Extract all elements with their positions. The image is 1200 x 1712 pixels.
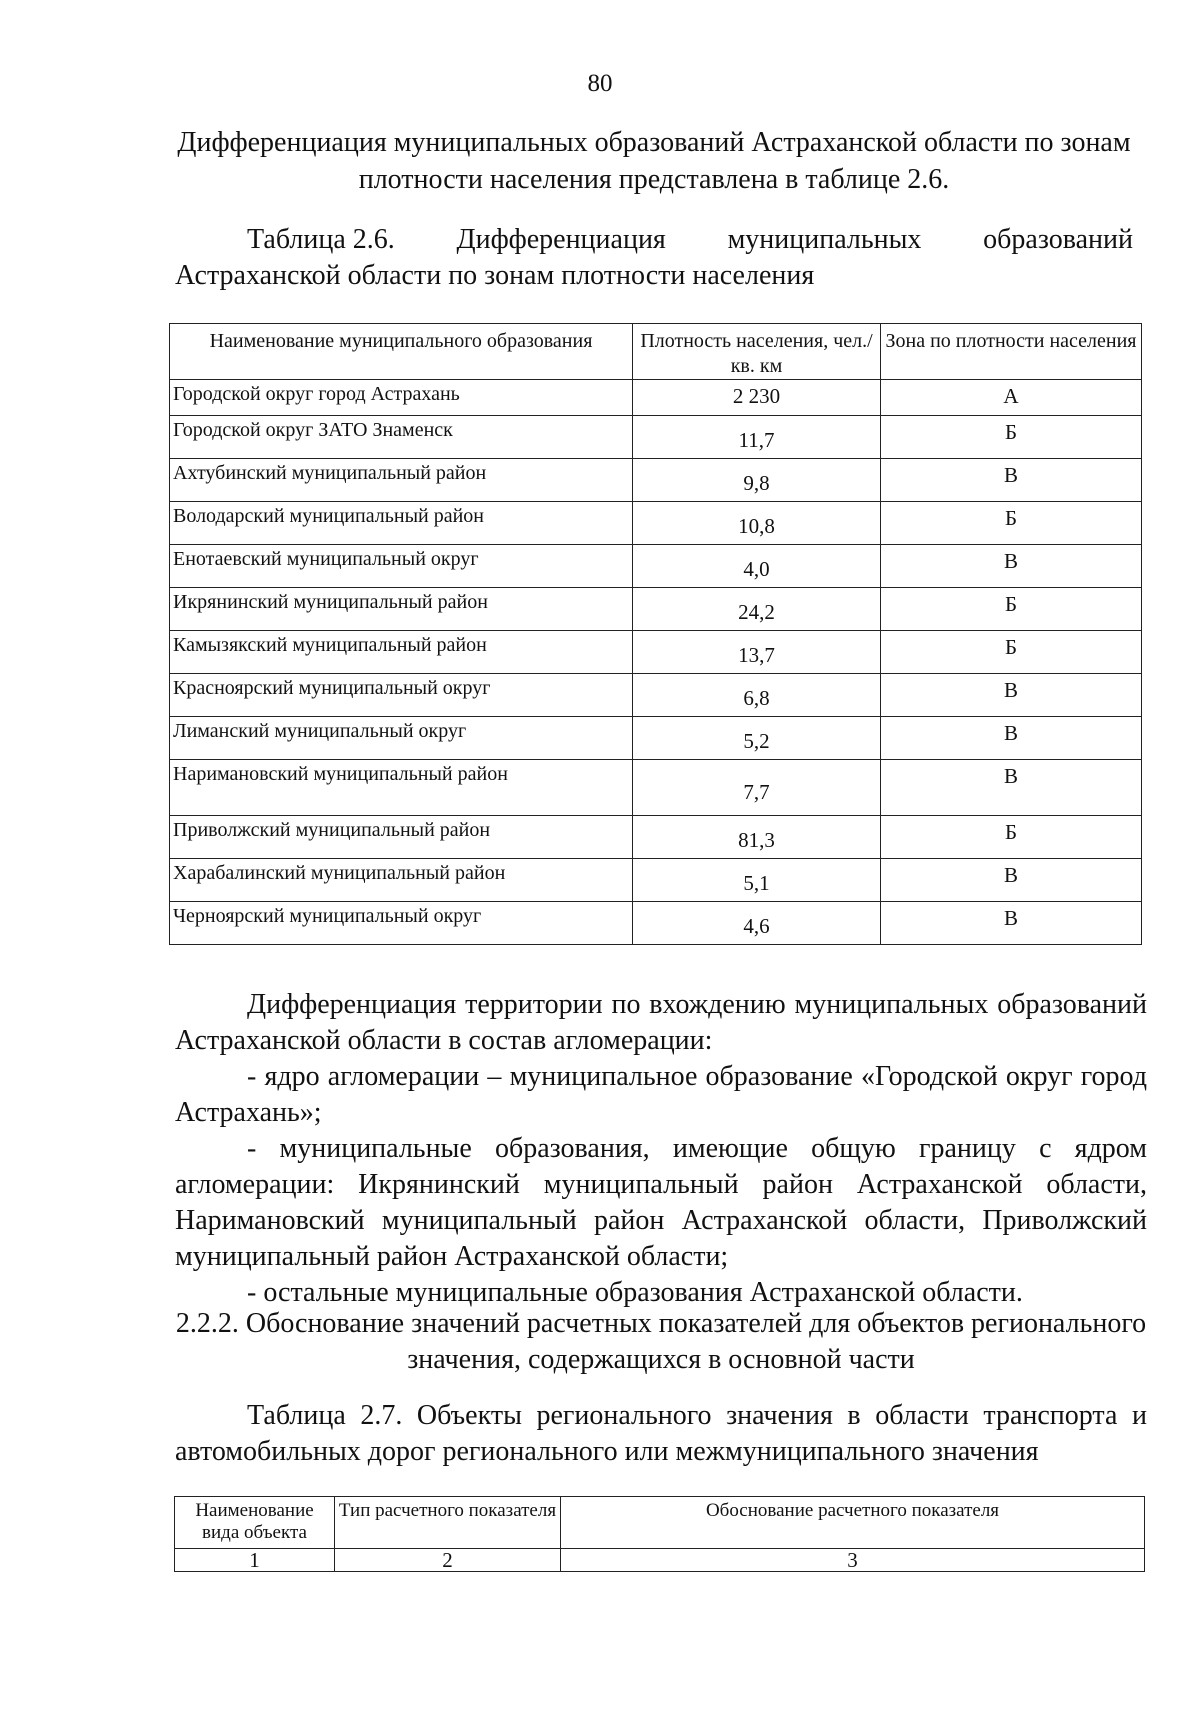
municipality-name: Черноярский муниципальный округ	[170, 902, 633, 945]
zone-value: Б	[881, 502, 1142, 545]
municipality-name: Ахтубинский муниципальный район	[170, 459, 633, 502]
table-row	[170, 859, 1142, 902]
density-value: 6,8	[633, 674, 881, 717]
header-density: Плотность населения, чел./кв. км	[633, 324, 881, 380]
zone-value: Б	[881, 416, 1142, 459]
zone-value: Б	[881, 588, 1142, 631]
density-value: 81,3	[633, 816, 881, 859]
zone-value: Б	[881, 816, 1142, 859]
header-name: Наименование муниципального образования	[170, 324, 633, 380]
table-row	[170, 631, 1142, 674]
municipality-name: Городской округ город Астрахань	[170, 380, 633, 416]
column-number: 2	[335, 1549, 561, 1572]
municipality-name: Приволжский муниципальный район	[170, 816, 633, 859]
zone-value: Б	[881, 631, 1142, 674]
regional-objects-table	[174, 1496, 1145, 1572]
table-row	[170, 502, 1142, 545]
density-value: 10,8	[633, 502, 881, 545]
zone-value: В	[881, 545, 1142, 588]
zone-value: В	[881, 717, 1142, 760]
intro-paragraph: Дифференциация муниципальных образований Астраханской области по зонам плотности населения представлена в таблице 2.6.	[177, 127, 1131, 195]
agglomeration-paragraph: - муниципальные образования, имеющие общую границу с ядром агломерации: Икрянинский муниципальный район Астраханской области, Наримановский муниципальный район Астраханской области, Приволжский муниципальный район Астраханской области;	[175, 1133, 1147, 1272]
section-title: 2.2.2. Обоснование значений расчетных показателей для объектов регионального значения, содержащихся в основной части	[175, 1308, 1147, 1375]
density-value: 7,7	[633, 760, 881, 816]
caption-line-2: Астраханской области по зонам плотности населения	[175, 260, 815, 291]
zone-value: А	[881, 380, 1142, 416]
table-row	[170, 902, 1142, 945]
table-row	[170, 416, 1142, 459]
table-row	[170, 717, 1142, 760]
table-2-6-caption	[175, 222, 1133, 294]
caption-word: образований	[983, 224, 1133, 255]
municipality-name: Красноярский муниципальный округ	[170, 674, 633, 717]
municipality-name: Городской округ ЗАТО Знаменск	[170, 416, 633, 459]
table-row	[170, 674, 1142, 717]
agglomeration-paragraph: - остальные муниципальные образования Астраханской области.	[247, 1277, 1023, 1308]
density-value: 13,7	[633, 631, 881, 674]
municipality-name: Наримановский муниципальный район	[170, 760, 633, 816]
agglomeration-paragraph: - ядро агломерации – муниципальное образование «Городской округ город Астрахань»;	[175, 1061, 1147, 1128]
table-row	[170, 760, 1142, 816]
density-value: 11,7	[633, 416, 881, 459]
zone-value: В	[881, 674, 1142, 717]
table-row	[170, 816, 1142, 859]
municipality-name: Енотаевский муниципальный округ	[170, 545, 633, 588]
table-row	[170, 588, 1142, 631]
municipality-name: Лиманский муниципальный округ	[170, 717, 633, 760]
header-object-type: Наименование вида объекта	[175, 1497, 335, 1549]
density-value: 5,1	[633, 859, 881, 902]
header-indicator-type: Тип расчетного показателя	[335, 1497, 561, 1549]
page-number: 80	[587, 70, 613, 97]
density-value: 4,0	[633, 545, 881, 588]
density-value: 9,8	[633, 459, 881, 502]
municipality-name: Икрянинский муниципальный район	[170, 588, 633, 631]
agglomeration-text	[175, 987, 1147, 1311]
header-justification: Обоснование расчетного показателя	[561, 1497, 1145, 1549]
density-value: 24,2	[633, 588, 881, 631]
zone-value: В	[881, 902, 1142, 945]
column-number: 3	[561, 1549, 1145, 1572]
zone-value: В	[881, 459, 1142, 502]
caption-word: Дифференциация	[456, 224, 666, 255]
table-row	[170, 459, 1142, 502]
zone-value: В	[881, 859, 1142, 902]
municipality-name: Харабалинский муниципальный район	[170, 859, 633, 902]
density-value: 4,6	[633, 902, 881, 945]
header-zone: Зона по плотности населения	[881, 324, 1142, 380]
density-value: 2 230	[633, 380, 881, 416]
municipality-name: Володарский муниципальный район	[170, 502, 633, 545]
density-zones-table	[169, 323, 1142, 945]
caption-word: Таблица 2.6.	[247, 224, 395, 255]
municipality-name: Камызякский муниципальный район	[170, 631, 633, 674]
caption-word: муниципальных	[727, 224, 922, 255]
agglomeration-paragraph: Дифференциация территории по вхождению муниципальных образований Астраханской области в состав агломерации:	[175, 989, 1147, 1056]
table-row	[170, 380, 1142, 416]
table-2-7-caption: Таблица 2.7. Объекты регионального значения в области транспорта и автомобильных дорог регионального или межмуниципального значения	[175, 1400, 1147, 1467]
table-row	[170, 545, 1142, 588]
zone-value: В	[881, 760, 1142, 816]
density-value: 5,2	[633, 717, 881, 760]
column-number: 1	[175, 1549, 335, 1572]
